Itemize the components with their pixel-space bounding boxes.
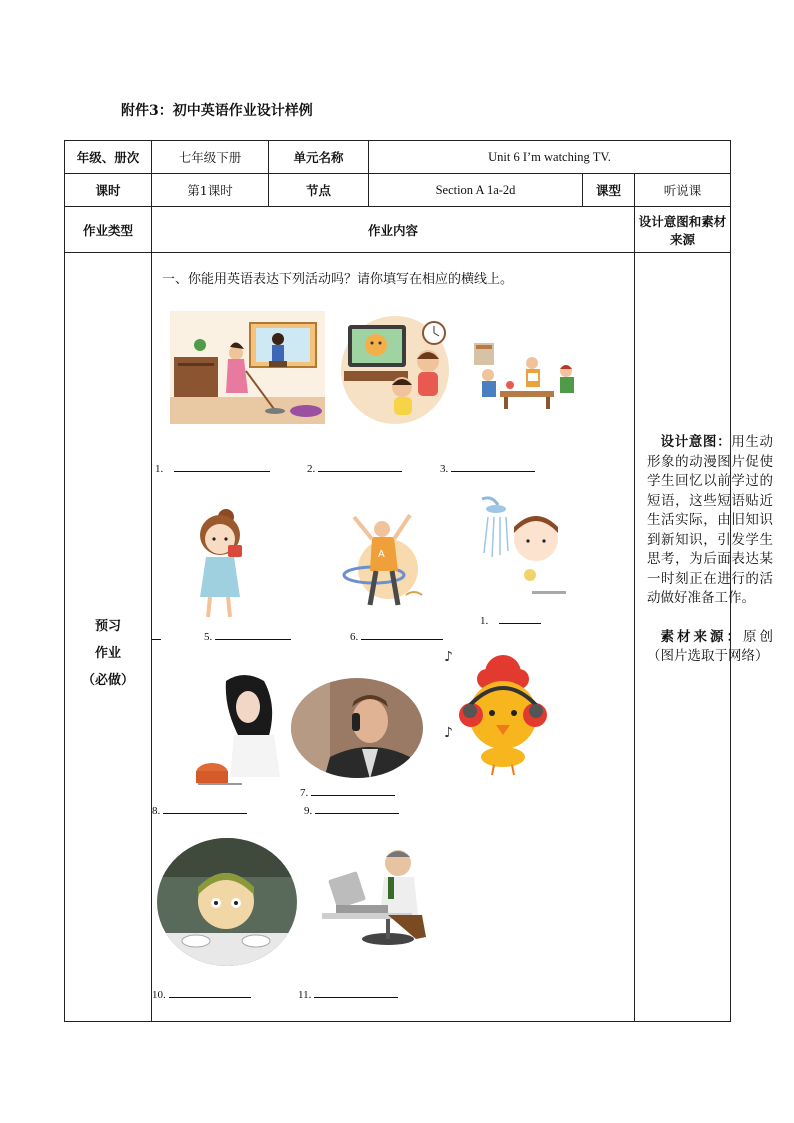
- chicken-headphones-image: [440, 651, 566, 779]
- header-row-lesson: [65, 174, 731, 207]
- course-type-value: 听说课: [635, 174, 731, 207]
- instruction-text: 一、你能用英语表达下列活动吗？请你填写在相应的横线上。: [162, 272, 514, 287]
- design-intent-header: 设计意图和素材来源: [635, 207, 731, 253]
- lesson-value: 第1课时: [152, 174, 269, 207]
- blank-5[interactable]: 5.: [204, 629, 291, 643]
- homework-type-line2: 作业: [94, 646, 121, 661]
- blank-10[interactable]: 10.: [152, 987, 251, 1001]
- blank-8[interactable]: 8.: [152, 803, 247, 817]
- blank-2[interactable]: 2.: [307, 461, 402, 475]
- blank-9[interactable]: 9.: [304, 803, 399, 817]
- homework-content-header: 作业内容: [152, 207, 635, 253]
- homework-type-line3: （必做）: [81, 673, 134, 688]
- blank-11[interactable]: 11.: [298, 987, 398, 1001]
- blank-1[interactable]: 1.: [155, 461, 270, 475]
- homework-type-line1: 预习: [94, 619, 121, 634]
- woman-cooking-image: [182, 669, 286, 789]
- section-value: Section A 1a-2d: [369, 174, 583, 207]
- section-label: 节点: [269, 174, 369, 207]
- header-row-grade: [65, 141, 731, 174]
- homework-content-cell: [152, 253, 635, 1022]
- document-title: 附件3：初中英语作业设计样例: [121, 103, 313, 119]
- unit-label: 单元名称: [269, 141, 369, 174]
- design-intent-text: 用生动形象的动漫图片促使学生回忆以前学过的短语，这些短语贴近生活实际，由旧知识到新知识，引发学生思考，为后面表达某一时刻正在进行的活动做好准备工作。: [647, 434, 774, 606]
- exercising-image: [336, 509, 426, 615]
- blank-6[interactable]: 6.: [350, 629, 443, 643]
- cleaning-room-image: [170, 311, 325, 424]
- homework-type-cell: [65, 253, 152, 1022]
- reading-together-image: [470, 341, 582, 421]
- design-intent-label: 设计意图：: [660, 434, 732, 450]
- unit-value: Unit 6 I’m watching TV.: [369, 141, 731, 174]
- blank-3[interactable]: 3.: [440, 461, 535, 475]
- grade-value: 七年级下册: [152, 141, 269, 174]
- man-on-phone-image: [290, 677, 424, 779]
- man-typing-computer-image: [322, 841, 440, 951]
- blank-4[interactable]: 1.: [480, 613, 541, 627]
- girl-drinking-image: [186, 505, 258, 621]
- homework-type-header: 作业类型: [65, 207, 152, 253]
- header-row-columns: [65, 207, 731, 253]
- lesson-label: 课时: [65, 174, 152, 207]
- design-intent-block: [647, 433, 773, 667]
- watching-tv-image: [340, 315, 450, 425]
- source-text: 原创（图片选取于网络）: [647, 628, 773, 664]
- homework-design-table: [64, 140, 774, 1022]
- boy-shower-image: [470, 493, 570, 605]
- source-label: 素材来源：: [660, 628, 743, 645]
- svg-text:A: A: [378, 549, 385, 560]
- content-row: [65, 253, 731, 1022]
- course-type-label: 课型: [583, 174, 635, 207]
- svg-text:♪: ♪: [444, 725, 453, 741]
- stray-line: [152, 629, 161, 643]
- grade-label: 年级、册次: [65, 141, 152, 174]
- design-intent-cell: [635, 253, 774, 1022]
- svg-text:♪: ♪: [444, 651, 453, 665]
- boy-washing-dishes-image: [156, 837, 298, 967]
- blank-7[interactable]: 7.: [300, 785, 395, 799]
